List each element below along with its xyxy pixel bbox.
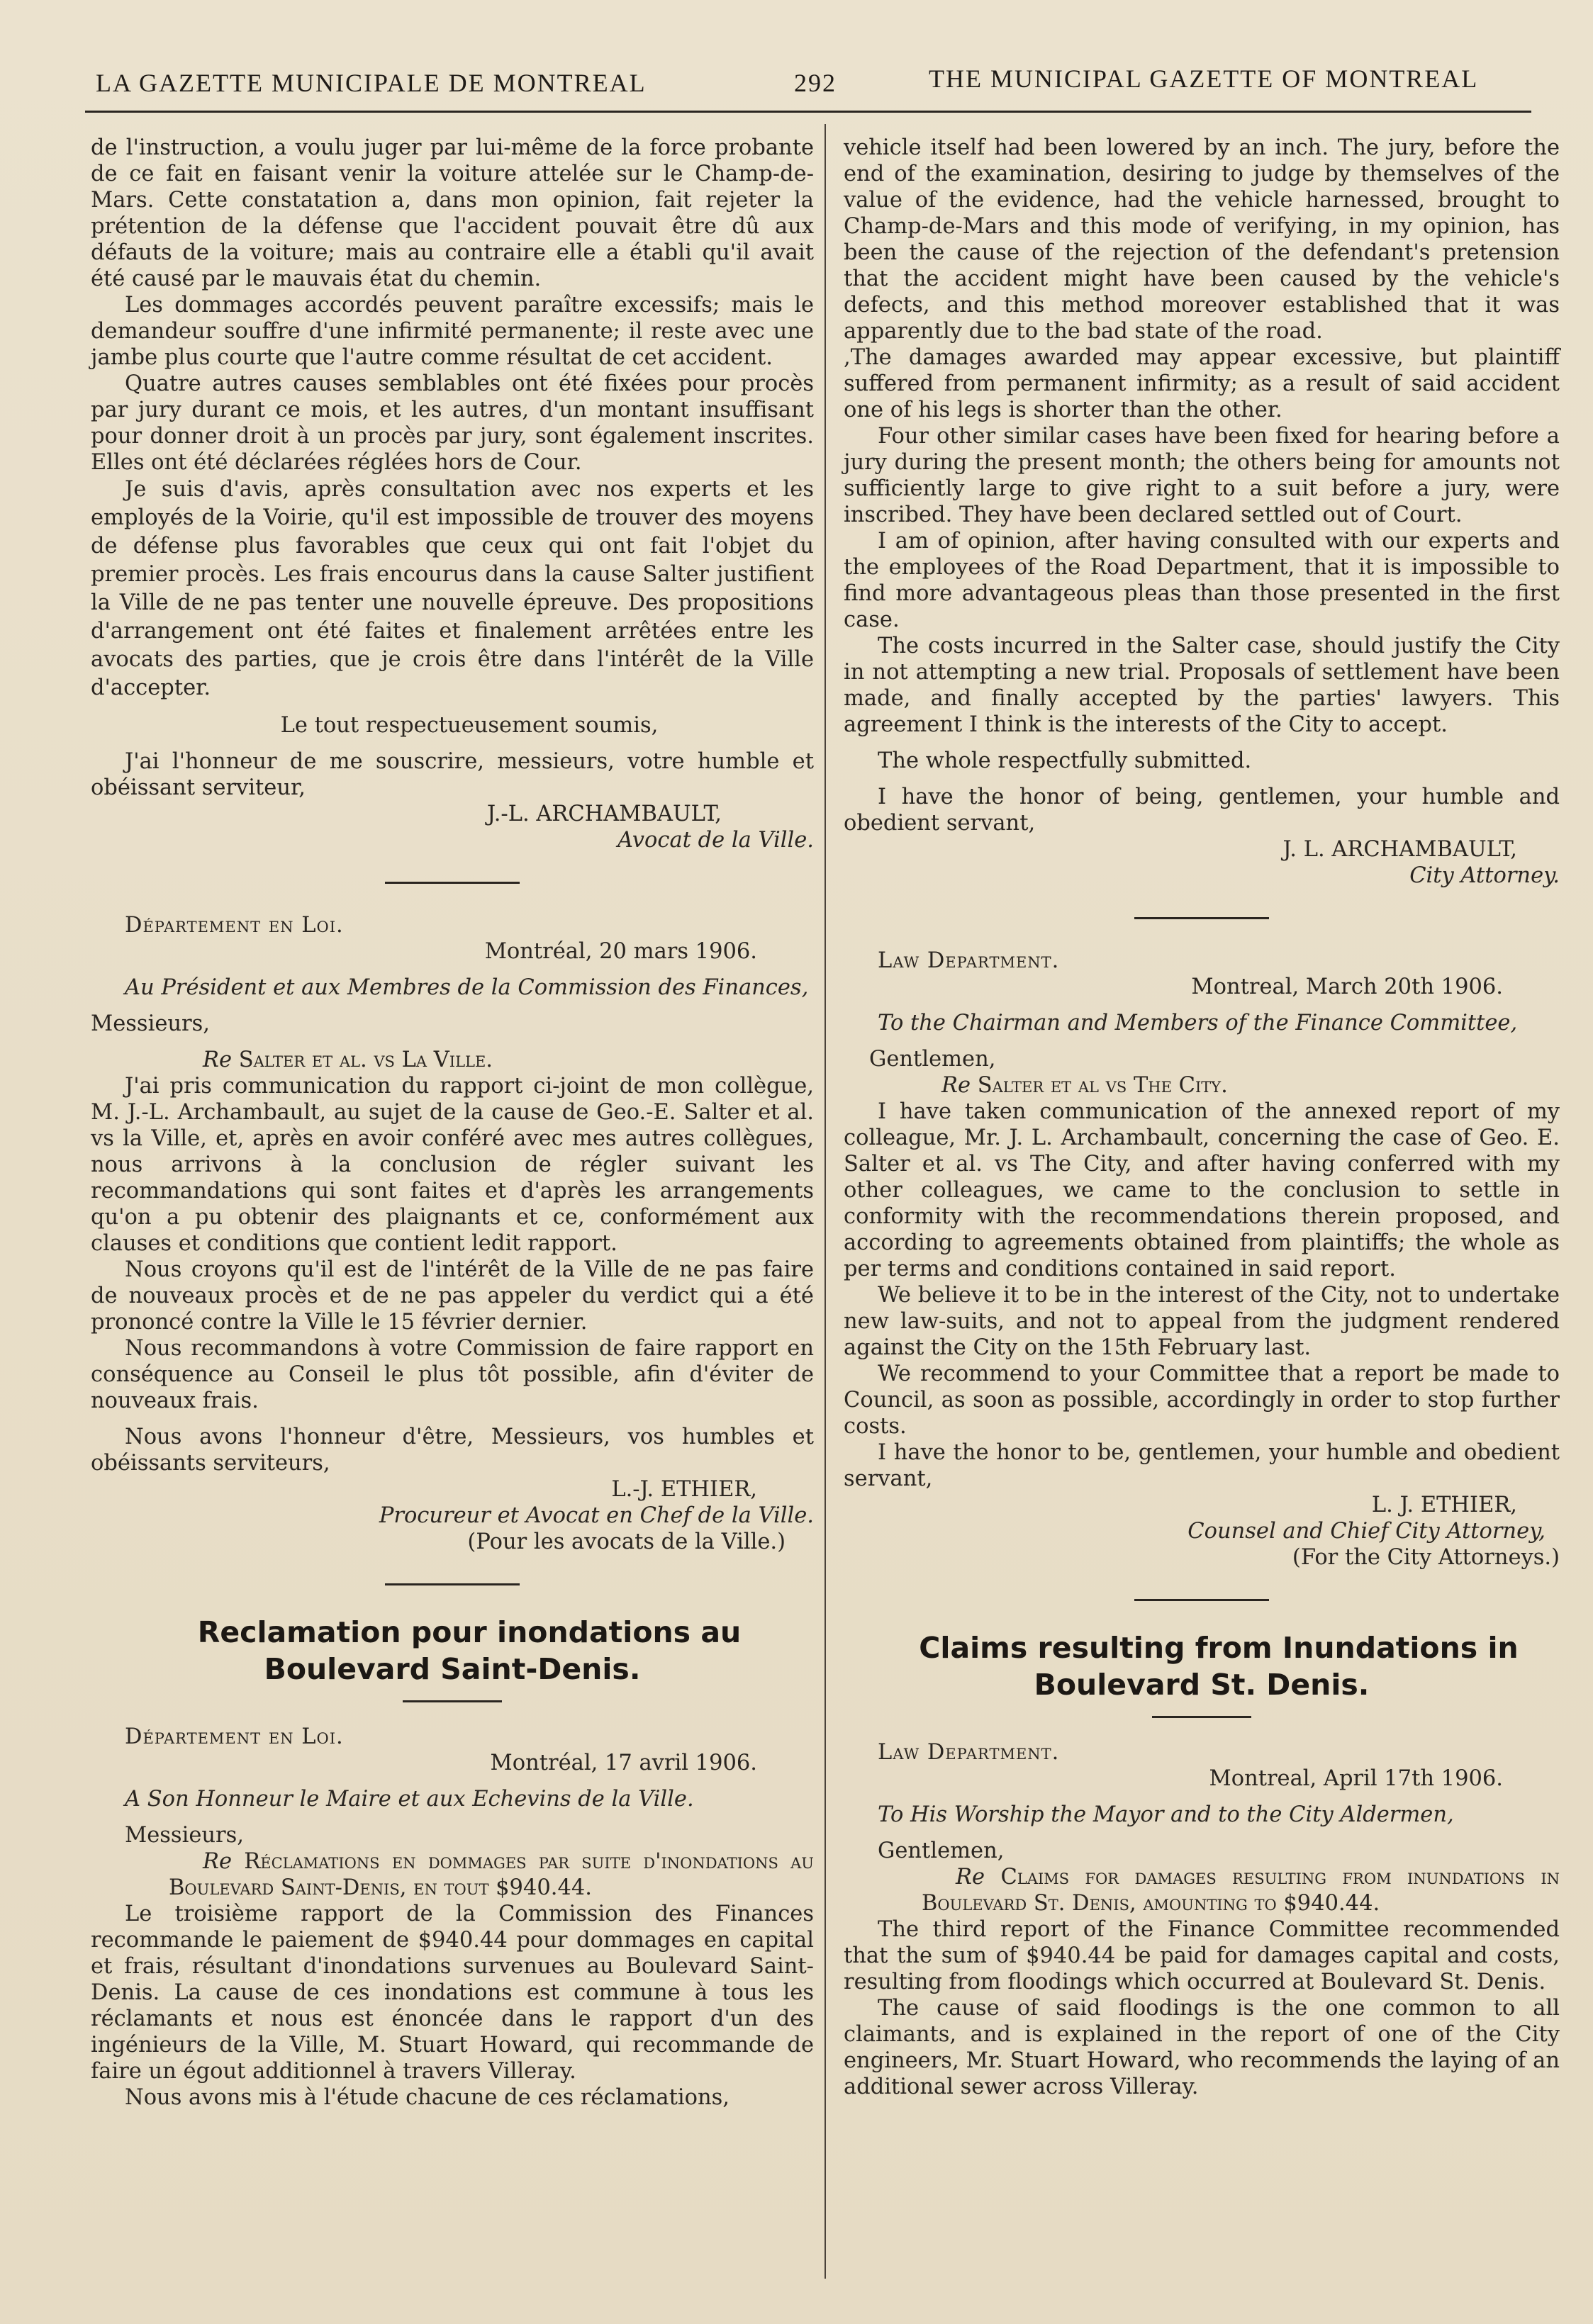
dateline: Montreal, March 20th 1906. xyxy=(1191,975,1503,999)
signature-title: Avocat de la Ville. xyxy=(617,828,814,853)
salutation: Messieurs, xyxy=(125,1823,244,1848)
paragraph: We believe it to be in the interest of the City, not to undertake new law-suits, and not to appeal from the judgment rendered against the City on the 15th February last. xyxy=(844,1283,1560,1360)
paragraph: The costs incurred in the Salter case, should justify the City in not attempting a new trial. Proposals of settlement have been made, and finally accepted by the parties' lawyers. This agreement I think is the interests of the City to accept. xyxy=(844,634,1560,737)
english-column xyxy=(844,135,1560,2100)
signature-name: L.-J. ETHIER, xyxy=(611,1477,757,1502)
re-text: Salter et al vs The City. xyxy=(977,1073,1228,1098)
paragraph: Nous avons mis à l'étude chacune de ces réclamations, xyxy=(125,2085,730,2110)
paragraph: We recommend to your Committee that a report be made to Council, as soon as possible, accordingly in order to stop further costs. xyxy=(844,1362,1560,1439)
department-label: Département en Loi. xyxy=(125,913,344,938)
section-rule xyxy=(1134,917,1269,919)
paragraph: ,The damages awarded may appear excessive, but plaintiff suffered from permanent infirmity; as a result of said accident one of his legs is shorter than the other. xyxy=(844,345,1560,422)
department-label: Département en Loi. xyxy=(125,1724,344,1749)
addressee: To the Chairman and Members of the Finance Committee, xyxy=(878,1011,1518,1035)
page-header xyxy=(78,64,1531,106)
re-line xyxy=(91,1848,814,1901)
section-heading: Claims resulting from Inundations in Boulevard St. Denis. xyxy=(919,1631,1519,1702)
dateline: Montréal, 17 avril 1906. xyxy=(490,1751,757,1775)
signature-title: Procureur et Avocat en Chef de la Ville. xyxy=(379,1503,814,1528)
paragraph: J'ai pris communication du rapport ci-joint de mon collègue, M. J.-L. Archambault, au sujet de la cause de Geo.-E. Salter et al. vs la Ville, et, après en avoir conféré avec mes autres collègues, nous arrivons à la conclusion de régler suivant les recommandations qui sont faites et d'après les arrangements qu'on a pu obtenir des plaignants et ce, conformément aux clauses et conditions que contient ledit rapport. xyxy=(91,1074,814,1256)
addressee: A Son Honneur le Maire et aux Echevins de la Ville. xyxy=(125,1787,694,1812)
paragraph: I am of opinion, after having consulted with our experts and the employees of the Road Department, that it is impossible to find more advantageous pleas than those presented in the first case. xyxy=(844,529,1560,632)
paragraph: Nous croyons qu'il est de l'intérêt de la Ville de ne pas faire de nouveaux procès et de ne pas appeler du verdict qui a été prononcé contre la Ville le 15 février dernier. xyxy=(91,1257,814,1335)
re-text: Salter et al. vs La Ville. xyxy=(238,1048,493,1072)
section-rule xyxy=(385,882,520,884)
paragraph: Nous avons l'honneur d'être, Messieurs, vos humbles et obéissants serviteurs, xyxy=(91,1425,814,1476)
column-divider xyxy=(825,124,826,2279)
paragraph: The third report of the Finance Committee recommended that the sum of $940.44 be paid for damages capital and costs, resulting from floodings which occurred at Boulevard St. Denis. xyxy=(844,1917,1560,1994)
header-rule xyxy=(85,111,1531,113)
heading-rule xyxy=(403,1700,502,1702)
heading-rule xyxy=(1152,1716,1251,1718)
signature-name: J. L. ARCHAMBAULT, xyxy=(1282,837,1517,862)
salutation: Messieurs, xyxy=(91,1011,210,1036)
closing-line: J'ai l'honneur de me souscrire, messieurs, votre humble et obéissant serviteur, xyxy=(91,749,814,800)
paragraph: Je suis d'avis, après consultation avec nos experts et les employés de la Voirie, qu'il est impossible de trouver des moyens de défense plus favorables que ceux qui ont fait l'objet du premier procès. Les frais encourus dans la cause Salter justifient la Ville de ne pas tenter une nouvelle épreuve. Des propositions d'arrangement ont été faites et finalement arrêtées entre les avocats des parties, que je crois être dans l'intérêt de la Ville d'accepter. xyxy=(91,477,814,700)
section-heading: Reclamation pour inondations au Boulevard Saint-Denis. xyxy=(197,1615,742,1686)
re-line xyxy=(844,1864,1560,1916)
dateline: Montréal, 20 mars 1906. xyxy=(484,939,757,964)
paragraph: Nous recommandons à votre Commission de faire rapport en conséquence au Conseil le plus tôt possible, afin d'éviter de nouveaux frais. xyxy=(91,1336,814,1413)
paragraph: Four other similar cases have been fixed for hearing before a jury during the present month; the others being for amounts not sufficiently large to give right to a suit before a jury, were inscribed. They have been declared settled out of Court. xyxy=(844,424,1560,527)
paragraph: I have taken communication of the annexed report of my colleague, Mr. J. L. Archambault, concerning the case of Geo. E. Salter et al. vs The City, and after having conferred with my other colleagues, we came to the conclusion to settle in conformity with the recommendations therein proposed, and according to agreements obtained from plaintiffs; the whole as per terms and conditions contained in said report. xyxy=(844,1099,1560,1281)
page-number: 292 xyxy=(794,69,837,97)
paragraph: de l'instruction, a voulu juger par lui-même de la force probante de ce fait en faisant venir la voiture attelée sur le Champ-de-Mars. Cette constatation a, dans mon opinion, fait rejeter la prétention de la défense que l'accident pouvait être dû aux défauts de la voiture; mais au contraire elle a établi qu'il avait été causé par le mauvais état du chemin. xyxy=(91,135,814,291)
re-line xyxy=(844,1072,1560,1099)
signature-note: (Pour les avocats de la Ville.) xyxy=(467,1529,786,1554)
french-column xyxy=(91,135,814,2111)
closing-line: The whole respectfully submitted. xyxy=(878,748,1252,773)
signature-title: Counsel and Chief City Attorney, xyxy=(1187,1519,1546,1544)
closing-line: I have the honor of being, gentlemen, your humble and obedient servant, xyxy=(844,785,1560,836)
addressee: To His Worship the Mayor and to the City Aldermen, xyxy=(878,1802,1454,1827)
re-line xyxy=(91,1047,814,1073)
header-title-english: THE MUNICIPAL GAZETTE OF MONTREAL xyxy=(929,64,1479,93)
addressee: Au Président et aux Membres de la Commission des Finances, xyxy=(125,975,809,1000)
re-text: Réclamations en dommages par suite d'inondations au Boulevard Saint-Denis, en tout $940.44. xyxy=(169,1849,814,1900)
department-label: Law Department. xyxy=(878,1740,1060,1765)
paragraph: Les dommages accordés peuvent paraître excessifs; mais le demandeur souffre d'une infirmité permanente; il reste avec une jambe plus courte que l'autre comme résultat de cet accident. xyxy=(91,293,814,370)
signature-name: J.-L. ARCHAMBAULT, xyxy=(486,802,722,826)
header-title-french: LA GAZETTE MUNICIPALE DE MONTREAL xyxy=(96,69,647,97)
section-rule xyxy=(1134,1599,1269,1601)
department-label: Law Department. xyxy=(878,948,1060,973)
signature-note: (For the City Attorneys.) xyxy=(1292,1545,1560,1570)
section-rule xyxy=(385,1583,520,1585)
re-text: Claims for damages resulting from inundations in Boulevard St. Denis, amounting to $940.44. xyxy=(922,1865,1560,1916)
re-label: Re xyxy=(203,1048,233,1072)
paragraph: Quatre autres causes semblables ont été fixées pour procès par jury durant ce mois, et les autres, d'un montant insuffisant pour donner droit à un procès par jury, sont également inscrites. Elles ont été déclarées réglées hors de Cour. xyxy=(91,371,814,475)
re-label: Re xyxy=(941,1073,971,1098)
re-label: Re xyxy=(956,1865,985,1890)
closing-line: Le tout respectueusement soumis, xyxy=(280,713,659,738)
paragraph: I have the honor to be, gentlemen, your humble and obedient servant, xyxy=(844,1440,1560,1491)
salutation: Gentlemen, xyxy=(878,1839,1005,1863)
signature-title: City Attorney. xyxy=(1409,863,1560,888)
paragraph: vehicle itself had been lowered by an inch. The jury, before the end of the examination, desiring to judge by themselves of the value of the evidence, had the vehicle harnessed, brought to Champ-de-Mars and this mode of verifying, in my opinion, has been the cause of the rejection of the defendant's pretension that the accident might have been caused by the vehicle's defects, and this method moreover established that it was apparently due to the bad state of the road. xyxy=(844,135,1560,344)
salutation: Gentlemen, xyxy=(869,1047,996,1072)
re-label: Re xyxy=(203,1849,233,1874)
paragraph: Le troisième rapport de la Commission des Finances recommande le paiement de $940.44 pour dommages en capital et frais, résultant d'inondations survenues au Boulevard Saint-Denis. La cause de ces inondations est commune à tous les réclamants et nous est énoncée dans le rapport d'un des ingénieurs de la Ville, M. Stuart Howard, qui recommande de faire un égout additionnel à travers Villeray. xyxy=(91,1902,814,2084)
dateline: Montreal, April 17th 1906. xyxy=(1209,1766,1503,1791)
paragraph: The cause of said floodings is the one common to all claimants, and is explained in the report of one of the City engineers, Mr. Stuart Howard, who recommends the laying of an additional sewer across Villeray. xyxy=(844,1996,1560,2099)
signature-name: L. J. ETHIER, xyxy=(1371,1493,1517,1517)
